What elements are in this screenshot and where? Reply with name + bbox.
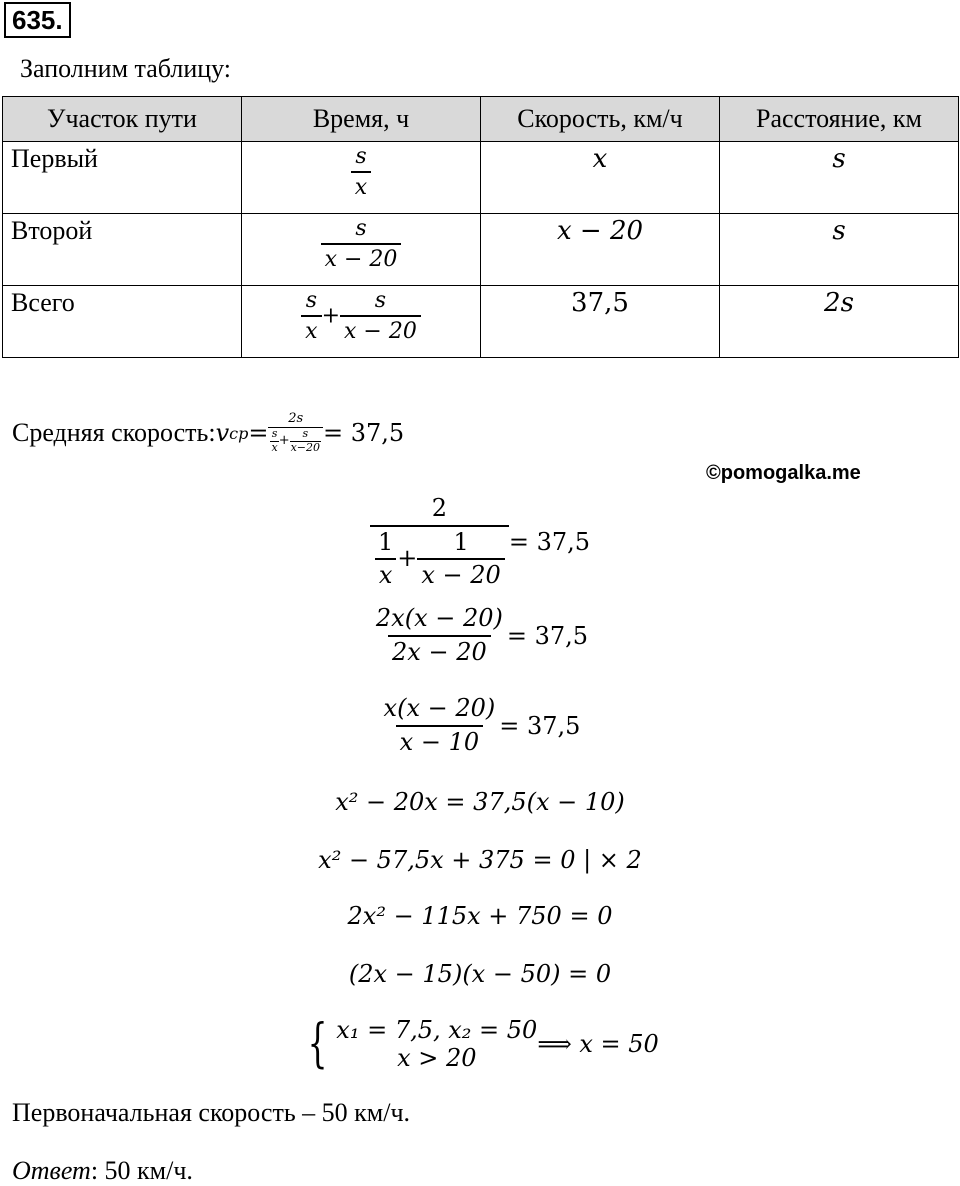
system-line-1: x₁ = 7,5, x₂ = 50 xyxy=(336,1016,538,1044)
time-fraction xyxy=(340,288,421,345)
inner-fraction xyxy=(270,428,278,454)
step-7: (2x − 15)(x − 50) = 0 xyxy=(348,960,612,988)
average-speed-fraction xyxy=(268,412,323,454)
implies-result: ⟹ x = 50 xyxy=(537,1030,659,1058)
speed-cell: x xyxy=(481,142,720,214)
time-fraction xyxy=(321,216,402,273)
table-header-row xyxy=(3,97,959,142)
fraction-denominator: x − 20 xyxy=(321,243,402,272)
table-row xyxy=(3,214,959,286)
fraction-denominator: x xyxy=(351,171,371,200)
fraction-denominator: 2x − 20 xyxy=(388,635,491,667)
step-4: x² − 20x = 37,5(x − 10) xyxy=(335,788,625,816)
row-label: Первый xyxy=(3,142,242,214)
column-header-distance: Расстояние, км xyxy=(720,97,959,142)
answer-text: : 50 км/ч. xyxy=(90,1156,193,1185)
watermark: ©pomogalka.me xyxy=(706,462,861,484)
step-rhs: = 37,5 xyxy=(499,711,581,740)
speed-cell: 37,5 xyxy=(481,286,720,358)
step-2 xyxy=(0,604,960,666)
fraction-numerator: s xyxy=(305,288,318,313)
plus-sign: + xyxy=(397,544,418,573)
system-line-2: x > 20 xyxy=(397,1044,477,1072)
column-header-speed: Скорость, км/ч xyxy=(481,97,720,142)
column-header-time: Время, ч xyxy=(242,97,481,142)
data-table xyxy=(2,96,959,358)
step-rhs: = 37,5 xyxy=(508,528,591,557)
distance-cell: s xyxy=(720,142,959,214)
fraction-denominator: x−20 xyxy=(290,440,321,454)
fraction-denominator xyxy=(268,427,323,454)
fraction-numerator: 2x(x − 20) xyxy=(375,604,503,632)
time-fraction xyxy=(351,144,371,201)
problem-number: 635. xyxy=(4,2,71,38)
row-label: Всего xyxy=(3,286,242,358)
speed-cell: x − 20 xyxy=(481,214,720,286)
step-1 xyxy=(0,494,960,590)
time-fraction xyxy=(301,288,321,345)
fraction-denominator: x − 10 xyxy=(396,725,483,757)
fraction-denominator: x xyxy=(301,315,321,344)
step-6: 2x² − 115x + 750 = 0 xyxy=(347,902,613,930)
plus-sign: + xyxy=(321,303,341,329)
fraction-numerator: 1 xyxy=(377,527,394,556)
step-3 xyxy=(0,694,960,756)
step-rhs: = 37,5 xyxy=(506,621,589,650)
table-row xyxy=(3,142,959,214)
fraction-numerator: 2 xyxy=(431,494,448,522)
time-cell xyxy=(242,214,481,286)
step-8 xyxy=(0,1016,960,1072)
fraction-numerator: s xyxy=(271,426,278,440)
equals-sign: = xyxy=(248,419,269,448)
distance-cell: s xyxy=(720,214,959,286)
inner-fraction xyxy=(417,529,504,590)
velocity-subscript: cp xyxy=(229,423,249,443)
plus-sign: + xyxy=(278,432,290,448)
answer-line xyxy=(12,1156,193,1186)
inner-fraction xyxy=(374,529,397,590)
fraction-denominator: x xyxy=(375,558,397,590)
column-header-segment: Участок пути xyxy=(3,97,242,142)
average-speed-formula xyxy=(216,412,405,454)
fraction-numerator: s xyxy=(302,426,309,440)
fraction-denominator: x xyxy=(271,440,278,454)
distance-cell: 2s xyxy=(720,286,959,358)
fraction-denominator xyxy=(370,525,509,590)
answer-label: Ответ xyxy=(12,1156,91,1185)
fraction-numerator: s xyxy=(374,288,387,313)
velocity-symbol: v xyxy=(215,419,230,448)
fraction-denominator: x − 20 xyxy=(417,558,504,590)
fraction-numerator: s xyxy=(355,216,367,241)
intro-text: Заполним таблицу: xyxy=(20,54,232,83)
step-fraction xyxy=(370,495,509,590)
average-speed-result: = 37,5 xyxy=(323,419,405,448)
table-row xyxy=(3,286,959,358)
fraction-numerator: x(x − 20) xyxy=(383,694,496,722)
fraction-numerator: 1 xyxy=(453,527,469,556)
fraction-numerator: s xyxy=(355,144,367,169)
row-label: Второй xyxy=(3,214,242,286)
step-fraction xyxy=(372,605,507,666)
system-brace: { xyxy=(307,1014,328,1074)
time-cell xyxy=(242,142,481,214)
step-fraction xyxy=(380,695,500,756)
fraction-numerator: 2s xyxy=(288,411,304,426)
step-5: x² − 57,5x + 375 = 0 | × 2 xyxy=(318,846,642,874)
inner-fraction xyxy=(290,428,321,454)
average-speed-label: Средняя скорость: xyxy=(12,418,216,448)
fraction-denominator: x − 20 xyxy=(340,315,421,344)
time-cell xyxy=(242,286,481,358)
system-lines xyxy=(336,1016,537,1072)
average-speed-line xyxy=(12,412,404,454)
conclusion-text: Первоначальная скорость – 50 км/ч. xyxy=(12,1098,411,1127)
